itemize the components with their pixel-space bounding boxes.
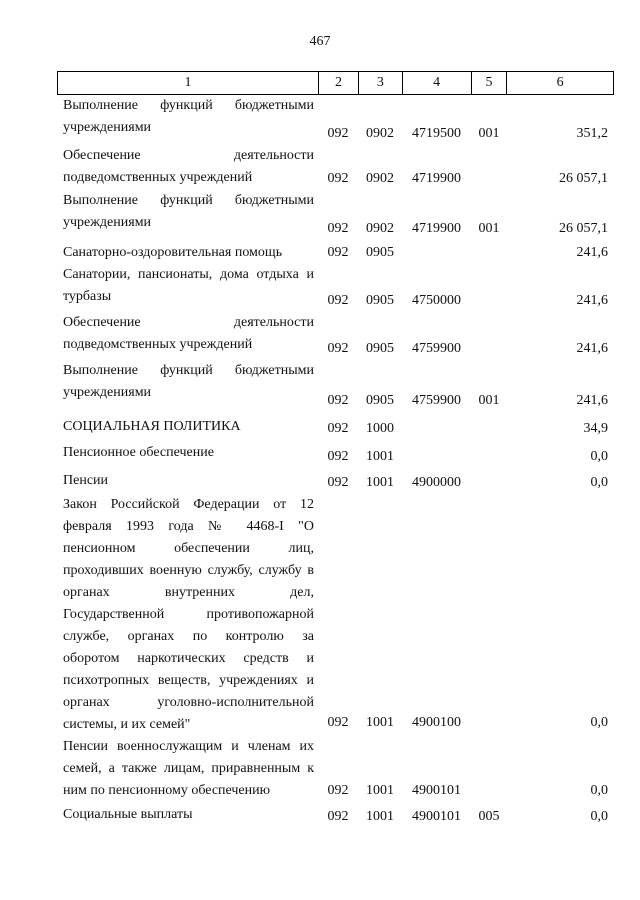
header-cell-4: 4 xyxy=(402,72,471,94)
row-name: Социальные выплаты xyxy=(63,807,193,822)
row-section-code: 0902 xyxy=(366,221,394,236)
row-name-cell xyxy=(57,416,318,440)
row-name: Закон Российской Федерации от 12 февраля 1993 года № 4468-I "О пенсионном обеспечении лиц, проходивших военную службу, службу в органах внутренних дел, Государственной противопожарной службе, органах по контролю за оборотом наркотических средств и психотропных веществ, учреждениях и органах уголовно-исполнительной системы, и их семей" xyxy=(63,497,314,732)
row-expense-type xyxy=(471,470,507,494)
row-section-code: 0905 xyxy=(366,293,394,308)
row-sum: 0,0 xyxy=(590,475,608,490)
row-target-code xyxy=(402,442,471,468)
row-target-code: 4719500 xyxy=(412,126,461,141)
row-sum: 241,6 xyxy=(576,341,608,356)
row-name-cell xyxy=(57,470,318,494)
row-gr-code: 092 xyxy=(327,341,349,356)
row-section-code: 1001 xyxy=(366,783,394,798)
row-name: Выполнение функций бюджетными учреждениями xyxy=(63,363,314,400)
row-gr-code: 092 xyxy=(327,126,349,141)
table-row xyxy=(57,804,614,828)
table-row xyxy=(57,190,614,240)
table-body xyxy=(57,95,614,828)
header-cell-3: 3 xyxy=(358,72,402,94)
row-target-code: 4759900 xyxy=(412,341,461,356)
row-name-cell xyxy=(57,145,318,190)
row-expense-type xyxy=(471,242,507,264)
table-row xyxy=(57,360,614,412)
row-section-code: 1001 xyxy=(366,475,394,490)
row-section-code: 1001 xyxy=(366,809,394,824)
row-sum: 0,0 xyxy=(590,449,608,464)
row-name: Выполнение функций бюджетными учреждениями xyxy=(63,98,314,135)
table-header xyxy=(57,71,614,95)
row-expense-type xyxy=(471,736,507,802)
row-name-cell xyxy=(57,242,318,264)
header-cell-6: 6 xyxy=(506,72,613,94)
row-target-code xyxy=(402,416,471,440)
table-row xyxy=(57,416,614,440)
row-sum: 34,9 xyxy=(583,421,608,436)
row-target-code: 4900100 xyxy=(412,715,461,730)
row-sum: 351,2 xyxy=(576,126,608,141)
table-row xyxy=(57,442,614,468)
row-sum: 0,0 xyxy=(590,783,608,798)
header-cell-1: 1 xyxy=(184,75,192,90)
row-sum: 0,0 xyxy=(590,809,608,824)
table-row xyxy=(57,95,614,145)
row-name-cell xyxy=(57,95,318,145)
row-sum: 0,0 xyxy=(590,715,608,730)
row-section-code: 0905 xyxy=(366,393,394,408)
row-gr-code: 092 xyxy=(327,221,349,236)
row-name-cell xyxy=(57,494,318,734)
row-name: Выполнение функций бюджетными учреждениями xyxy=(63,193,314,230)
row-section-code: 0902 xyxy=(366,126,394,141)
row-target-code: 4900101 xyxy=(412,809,461,824)
row-target-code xyxy=(402,242,471,264)
row-section-code: 0905 xyxy=(366,245,394,260)
row-gr-code: 092 xyxy=(327,783,349,798)
row-sum: 241,6 xyxy=(576,293,608,308)
row-section-code: 1001 xyxy=(366,449,394,464)
row-gr-code: 092 xyxy=(327,449,349,464)
row-name-cell xyxy=(57,360,318,412)
row-expense-type xyxy=(471,312,507,360)
table-row xyxy=(57,470,614,494)
table-row xyxy=(57,264,614,312)
row-expense-type: 001 xyxy=(478,393,500,408)
row-expense-type: 005 xyxy=(478,809,500,824)
row-section-code: 1001 xyxy=(366,715,394,730)
row-name: СОЦИАЛЬНАЯ ПОЛИТИКА xyxy=(63,419,241,434)
table-row xyxy=(57,494,614,734)
row-target-code: 4900000 xyxy=(412,475,461,490)
header-cell-2: 2 xyxy=(318,72,358,94)
row-expense-type xyxy=(471,494,507,734)
row-gr-code: 092 xyxy=(327,245,349,260)
row-gr-code: 092 xyxy=(327,809,349,824)
row-target-code: 4719900 xyxy=(412,221,461,236)
budget-table xyxy=(57,71,614,828)
row-sum: 26 057,1 xyxy=(559,171,608,186)
row-section-code: 0902 xyxy=(366,171,394,186)
row-expense-type xyxy=(471,442,507,468)
row-expense-type xyxy=(471,264,507,312)
row-name-cell xyxy=(57,264,318,312)
row-target-code: 4719900 xyxy=(412,171,461,186)
row-section-code: 1000 xyxy=(366,421,394,436)
row-name: Обеспечение деятельности подведомственных учреждений xyxy=(63,315,314,352)
row-name: Санаторно-оздоровительная помощь xyxy=(63,245,283,260)
row-target-code: 4759900 xyxy=(412,393,461,408)
row-gr-code: 092 xyxy=(327,421,349,436)
row-name-cell xyxy=(57,736,318,802)
row-expense-type: 001 xyxy=(478,221,500,236)
row-gr-code: 092 xyxy=(327,475,349,490)
table-row xyxy=(57,736,614,802)
row-name: Пенсии xyxy=(63,473,109,488)
row-target-code: 4750000 xyxy=(412,293,461,308)
row-gr-code: 092 xyxy=(327,293,349,308)
row-name: Санатории, пансионаты, дома отдыха и турбазы xyxy=(63,267,314,304)
row-expense-type xyxy=(471,145,507,190)
row-sum: 241,6 xyxy=(576,245,608,260)
row-name: Пенсионное обеспечение xyxy=(63,445,214,460)
header-cell-5: 5 xyxy=(471,72,507,94)
row-section-code: 0905 xyxy=(366,341,394,356)
row-expense-type: 001 xyxy=(478,126,500,141)
row-expense-type xyxy=(471,416,507,440)
row-name: Обеспечение деятельности подведомственных учреждений xyxy=(63,148,314,185)
row-gr-code: 092 xyxy=(327,715,349,730)
row-target-code: 4900101 xyxy=(412,783,461,798)
row-name-cell xyxy=(57,804,318,828)
row-sum: 26 057,1 xyxy=(559,221,608,236)
page-number: 467 xyxy=(309,34,331,49)
row-name-cell xyxy=(57,442,318,468)
row-name-cell xyxy=(57,190,318,240)
table-row xyxy=(57,312,614,360)
row-name-cell xyxy=(57,312,318,360)
row-name: Пенсии военнослужащим и членам их семей, а также лицам, приравненным к ним по пенсионному обеспечению xyxy=(63,739,314,798)
table-row xyxy=(57,145,614,190)
row-gr-code: 092 xyxy=(327,171,349,186)
row-gr-code: 092 xyxy=(327,393,349,408)
table-row xyxy=(57,242,614,264)
row-sum: 241,6 xyxy=(576,393,608,408)
